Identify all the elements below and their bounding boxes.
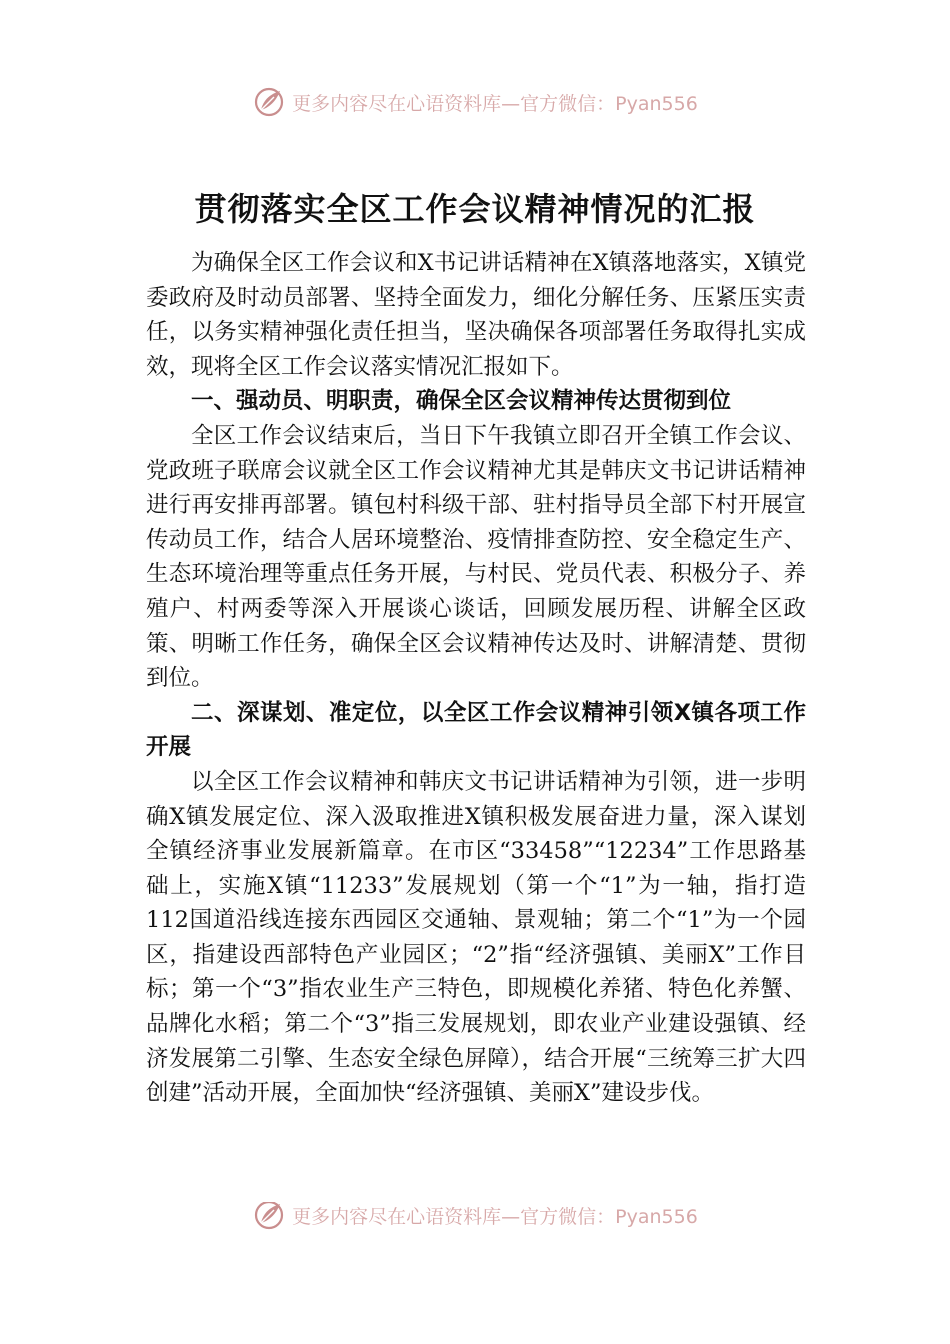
leaf-logo-icon [252,1202,286,1232]
watermark-text: 更多内容尽在心语资料库—官方微信：Pyan556 [292,1205,698,1228]
section-1-paragraph: 全区工作会议结束后，当日下午我镇立即召开全镇工作会议、党政班子联席会议就全区工作会议精神尤其是韩庆文书记讲话精神进行再安排再部署。镇包村科级干部、驻村指导员全部下村开展宣传动员工作，结合人居环境整治、疫情排查防控、安全稳定生产、生态环境治理等重点任务开展，与村民、党员代表、积极分子、养殖户、村两委等深入开展谈心谈话，回顾发展历程、讲解全区政策、明晰工作任务，确保全区会议精神传达及时、讲解清楚、贯彻到位。 [146,422,806,692]
section-1-heading: 一、强动员、明职责，确保全区会议精神传达贯彻到位 [191,388,732,415]
section-2-paragraph: 以全区工作会议精神和韩庆文书记讲话精神为引领，进一步明确X镇发展定位、深入汲取推进X镇积极发展奋进力量，深入谋划全镇经济事业发展新篇章。在市区“33458”“12234”工作思路基础上，实施X镇“11233”发展规划（第一个“1”为一轴，指打造112国道沿线连接东西园区交通轴、景观轴；第二个“1”为一个园区，指建设西部特色产业园区；“2”指“经济强镇、美丽X”工作目标；第一个“3”指农业生产三特色，即规模化养猪、特色化养蟹、品牌化水稻；第二个“3”指三发展规划，即农业产业建设强镇、经济发展第二引擎、生态安全绿色屏障），结合开展“三统筹三扩大四创建”活动开展，全面加快“经济强镇、美丽X”建设步伐。 [146,768,806,1107]
leaf-logo-icon [252,85,286,119]
watermark-footer [0,1202,950,1238]
watermark-header [0,82,950,122]
section-2-heading: 二、深谋划、准定位，以全区工作会议精神引领X镇各项工作开展 [146,699,806,761]
document-body [146,246,806,1111]
intro-paragraph: 为确保全区工作会议和X书记讲话精神在X镇落地落实，X镇党委政府及时动员部署、坚持全面发力，细化分解任务、压紧压实责任，以务实精神强化责任担当，坚决确保各项部署任务取得扎实成效，现将全区工作会议落实情况汇报如下。 [146,250,806,380]
watermark-text: 更多内容尽在心语资料库—官方微信：Pyan556 [292,92,698,115]
page-title: 贯彻落实全区工作会议精神情况的汇报 [194,190,756,228]
